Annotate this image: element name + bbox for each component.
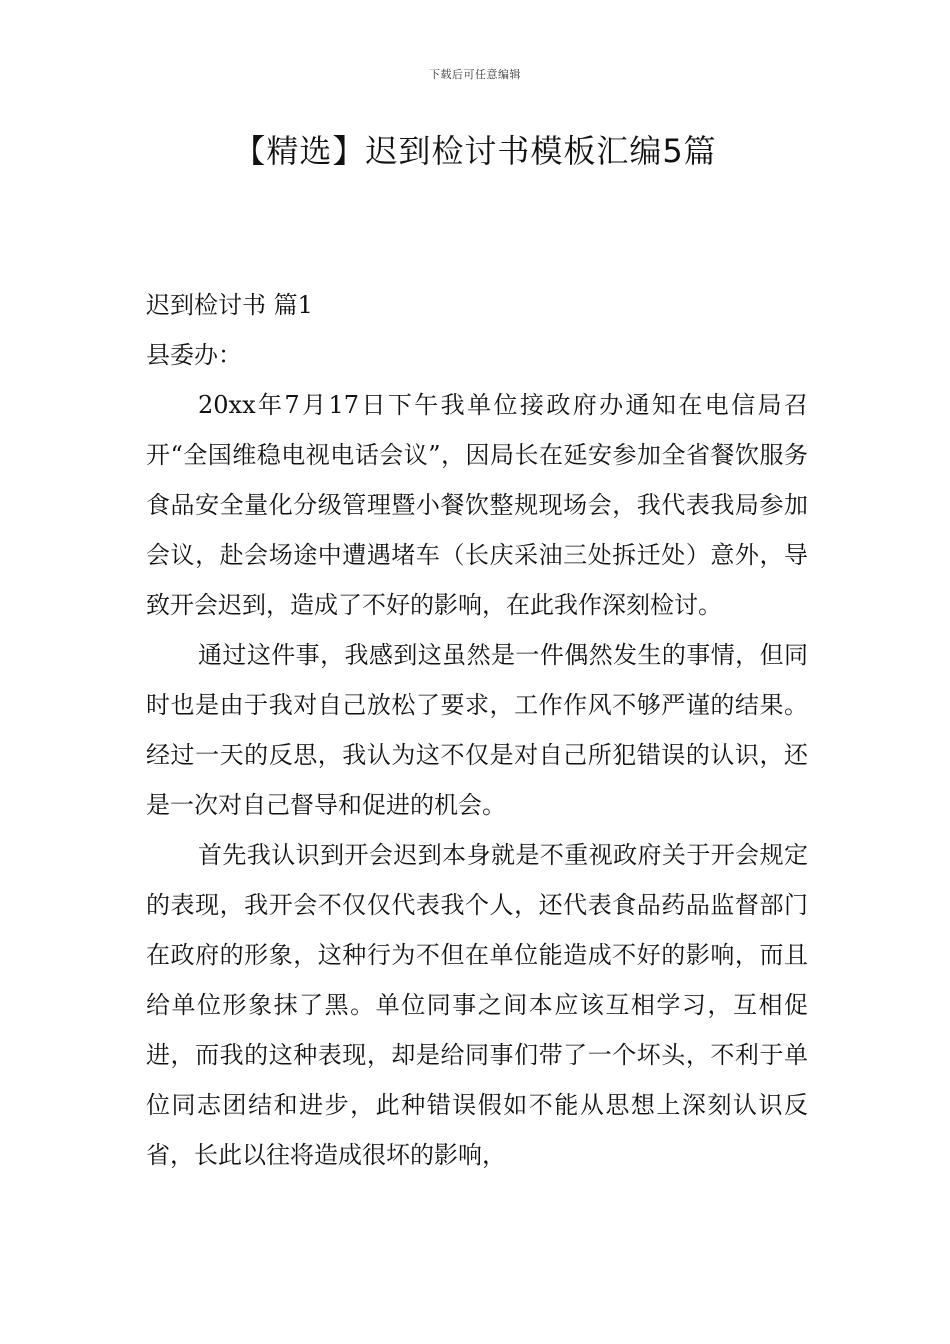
- addressee: 县委办：: [146, 341, 242, 369]
- section-heading: 迟到检讨书 篇1: [146, 291, 313, 319]
- paragraph-2: 通过这件事，我感到这虽然是一件偶然发生的事情，但同时也是由于我对自己放松了要求，工作作风不够严谨的结果。经过一天的反思，我认为这不仅是对自己所犯错误的认识，还是一次对自己督导和促进的机会。: [146, 641, 808, 819]
- document-body: [146, 280, 808, 1180]
- header-note: 下载后可任意编辑: [429, 68, 521, 81]
- paragraph-1: 20xx年7月17日下午我单位接政府办通知在电信局召开“全国维稳电视电话会议”，因局长在延安参加全省餐饮服务食品安全量化分级管理暨小餐饮整规现场会，我代表我局参加会议，赴会场途中遭遇堵车（长庆采油三处拆迁处）意外，导致开会迟到，造成了不好的影响，在此我作深刻检讨。: [146, 391, 808, 619]
- paragraph-3: 首先我认识到开会迟到本身就是不重视政府关于开会规定的表现，我开会不仅仅代表我个人，还代表食品药品监督部门在政府的形象，这种行为不但在单位能造成不好的影响，而且给单位形象抹了黑。单位同事之间本应该互相学习，互相促进，而我的这种表现，却是给同事们带了一个坏头，不利于单位同志团结和进步，此种错误假如不能从思想上深刻认识反省，长此以往将造成很坏的影响，: [146, 841, 808, 1169]
- document-title: 【精选】迟到检讨书模板汇编5篇: [233, 132, 717, 170]
